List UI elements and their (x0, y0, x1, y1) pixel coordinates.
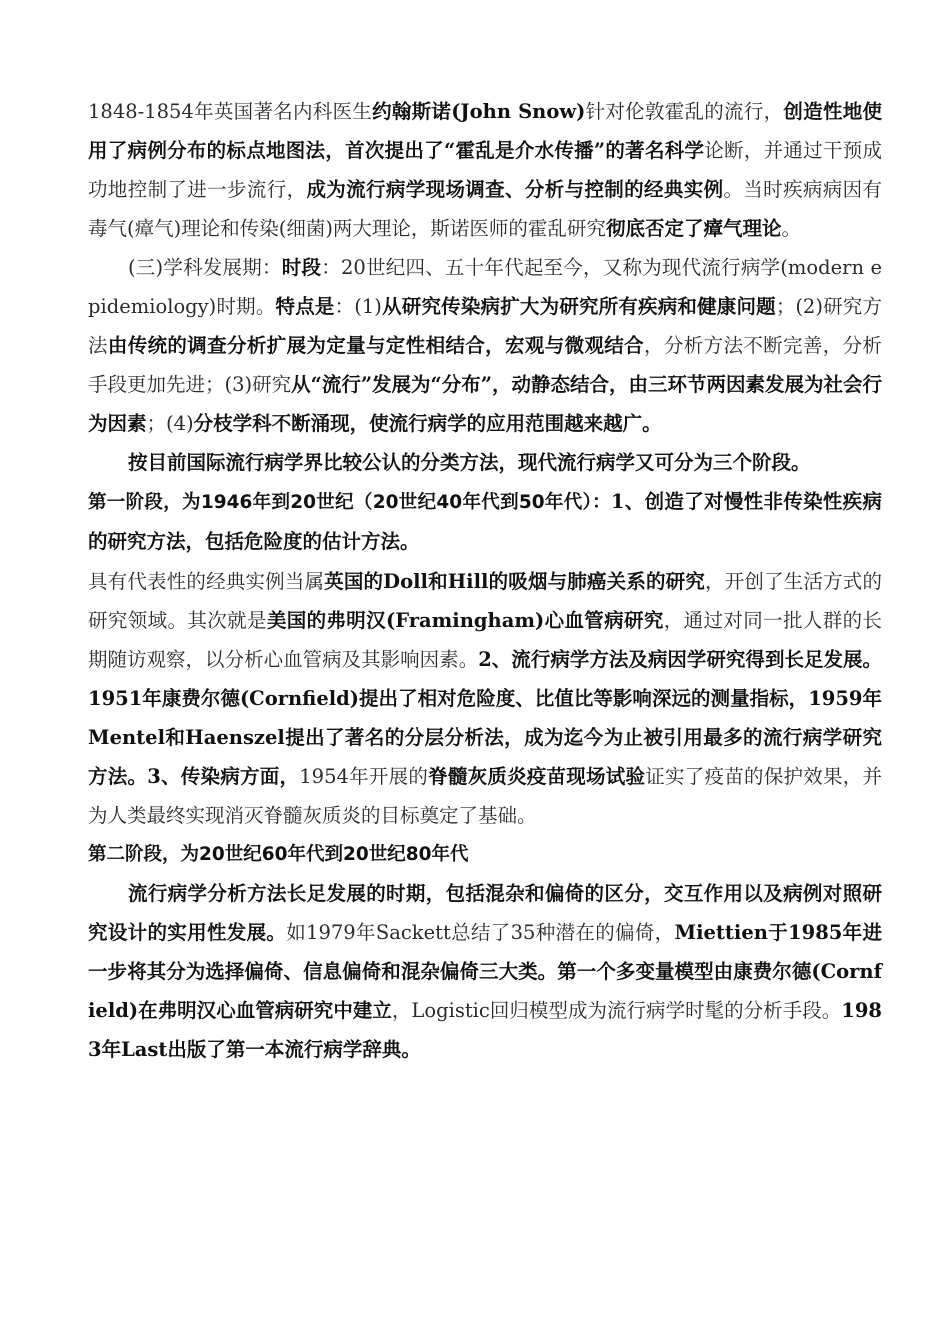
text-run: ；(4) (146, 412, 194, 435)
text-run-bold: 由传统的调查分析扩展为定量与定性相结合，宏观与微观结合 (107, 334, 645, 357)
text-run: ：(1) (334, 295, 382, 318)
text-run-bold: 流行病学分析方法长足发展的时期，包括混杂和偏倚的区分，交互作用以及病例对照研究设计的实用性发展。 (88, 882, 882, 944)
text-run-bold: 分枝学科不断涌现，使流行病学的应用范围越来越广。 (193, 412, 662, 435)
text-run: 如1979年Sackett总结了35种潜在的偏倚， (286, 921, 675, 944)
stage-one-heading (88, 482, 882, 562)
text-run: ，分析方法不断完善，分析手段更加先进；(3)研究 (88, 334, 882, 396)
text-run: 证实了疫苗的保护效果，并为人类最终实现消灭脊髓灰质炎的目标奠定了基础。 (88, 765, 882, 827)
text-run: 1954年开展的 (299, 765, 429, 788)
text-run: 论断，并通过干预成功地控制了进一步流行， (88, 139, 882, 201)
text-run-bold: Miettien于1985年进一步将其分为选择偏倚、信息偏倚和混杂偏倚三大类。第一个多变量模型由康费尔德(Cornfield)在弗明汉心血管病研究中建立 (88, 921, 882, 1022)
text-run-bold: 美国的弗明汉(Framingham)心血管病研究 (266, 609, 664, 632)
text-run: ，Logistic回归模型成为流行病学时髦的分析手段。 (391, 999, 842, 1022)
stage-one-title: 第一阶段，为1946年到20世纪（20世纪40年代到50年代）： (88, 492, 611, 513)
text-run: ；(2)研究方法 (88, 295, 882, 357)
text-run: ，通过对同一批人群的长期随访观察，以分析心血管病及其影响因素。 (88, 609, 882, 671)
paragraph-development-period (88, 248, 882, 443)
text-run-bold: 时段 (281, 256, 322, 279)
paragraph-john-snow (88, 92, 882, 248)
text-run-bold: 特点是 (275, 295, 335, 318)
text-run-bold: 约翰斯诺(John Snow) (372, 100, 586, 123)
stage-two-heading: 第二阶段，为20世纪60年代到20世纪80年代 (88, 844, 469, 865)
text-run: 针对伦敦霍乱的流行， (585, 100, 784, 123)
text-run-bold: 从研究传染病扩大为研究所有疾病和健康问题 (381, 295, 776, 318)
text-run: ，开创了生活方式的研究领域。其次就是 (88, 570, 882, 632)
text-run-bold: 1983年Last出版了第一本流行病学辞典。 (88, 999, 882, 1061)
text-run: 具有代表性的经典实例当属 (88, 570, 325, 593)
text-run-bold: 脊髓灰质炎疫苗现场试验 (428, 765, 646, 788)
text-run: 1848-1854年英国著名内科医生 (88, 100, 373, 123)
paragraph-stage-two (88, 874, 882, 1069)
text-run-bold: 创造性地使用了病例分布的标点地图法，首次提出了“霍乱是介水传播”的著名科学 (88, 100, 882, 162)
text-run: ：20世纪四、五十年代起至今，又称为现代流行病学(modern epidemiology)时期。 (88, 256, 882, 318)
text-run-bold: 英国的Doll和Hill的吸烟与肺癌关系的研究 (324, 570, 706, 593)
paragraph-classification: 按目前国际流行病学界比较公认的分类方法，现代流行病学又可分为三个阶段。 (127, 451, 811, 474)
text-run-bold: 从“流行”发展为“分布”，动静态结合，由三环节两因素发展为社会行为因素 (88, 373, 882, 435)
text-run-bold: 2、流行病学方法及病因学研究得到长足发展。1951年康费尔德(Cornfield)提出了相对危险度、比值比等影响深远的测量指标，1959年Mentel和Haenszel提出了著名的分层分析法，成为迄今为止被引用最多的流行病学研究方法。3、传染病方面， (88, 648, 882, 788)
text-run-bold: 1、创造了对慢性非传染性疾病的研究方法，包括危险度的估计方法。 (88, 490, 882, 553)
text-run-bold: 彻底否定了瘴气理论 (605, 217, 782, 240)
text-run: (三)学科发展期： (127, 256, 282, 279)
paragraph-stage-one (88, 562, 882, 835)
text-run: 。 (781, 217, 801, 240)
text-run: 。当时疾病病因有毒气(瘴气)理论和传染(细菌)两大理论，斯诺医师的霍乱研究 (88, 178, 882, 240)
text-run-bold: 成为流行病学现场调查、分析与控制的经典实例 (306, 178, 724, 201)
